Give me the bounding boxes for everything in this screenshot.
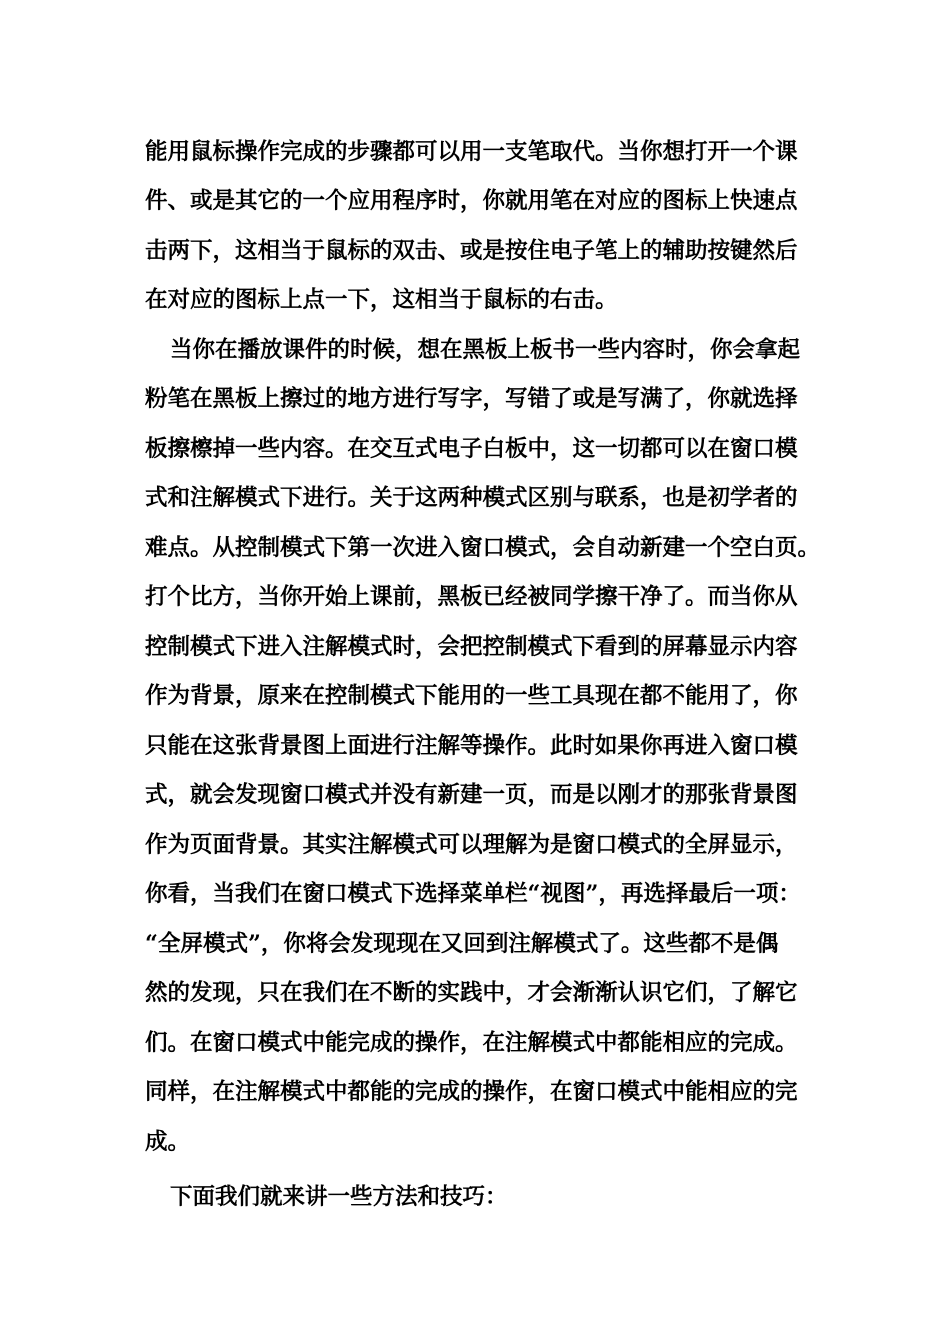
paragraph-2-line-12: 你看，当我们在窗口模式下选择菜单栏“视图”，再选择最后一项： [145,881,801,907]
paragraph-1-line-4: 在对应的图标上点一下，这相当于鼠标的右击。 [145,287,618,313]
paragraph-2-line-15: 们。在窗口模式中能完成的操作，在注解模式中都能相应的完成。 [145,1030,798,1056]
paragraph-2-line-16: 同样，在注解模式中都能的完成的操作，在窗口模式中能相应的完 [145,1079,798,1105]
paragraph-2-line-6: 打个比方，当你开始上课前，黑板已经被同学擦干净了。而当你从 [145,584,798,610]
paragraph-2-line-14: 然的发现，只在我们在不断的实践中，才会渐渐认识它们，了解它 [145,980,798,1006]
paragraph-2-line-8: 作为背景，原来在控制模式下能用的一些工具现在都不能用了，你 [145,683,798,709]
paragraph-2-line-3: 板擦檫掉一些内容。在交互式电子白板中，这一切都可以在窗口模 [145,436,798,462]
paragraph-2-line-4: 式和注解模式下进行。关于这两种模式区别与联系，也是初学者的 [145,485,798,511]
paragraph-1-line-3: 击两下，这相当于鼠标的双击、或是按住电子笔上的辅助按键然后 [145,238,798,264]
paragraph-2-line-5: 难点。从控制模式下第一次进入窗口模式，会自动新建一个空白页。 [145,535,821,561]
paragraph-2-line-17: 成。 [145,1129,191,1155]
paragraph-2-line-10: 式，就会发现窗口模式并没有新建一页，而是以刚才的那张背景图 [145,782,798,808]
paragraph-1-line-1: 能用鼠标操作完成的步骤都可以用一支笔取代。当你想打开一个课 [145,139,798,165]
paragraph-2-line-13: “全屏模式”，你将会发现现在又回到注解模式了。这些都不是偶 [145,931,779,957]
paragraph-2-line-2: 粉笔在黑板上擦过的地方进行写字，写错了或是写满了，你就选择 [145,386,798,412]
paragraph-2-line-7: 控制模式下进入注解模式时，会把控制模式下看到的屏幕显示内容 [145,634,798,660]
paragraph-2-line-9: 只能在这张背景图上面进行注解等操作。此时如果你再进入窗口模 [145,733,798,759]
paragraph-1-line-2: 件、或是其它的一个应用程序时，你就用笔在对应的图标上快速点 [145,188,798,214]
paragraph-2-line-11: 作为页面背景。其实注解模式可以理解为是窗口模式的全屏显示， [145,832,798,858]
paragraph-2-line-1: 当你在播放课件的时候，想在黑板上板书一些内容时，你会拿起 [170,337,801,363]
paragraph-3-line-1: 下面我们就来讲一些方法和技巧： [170,1184,508,1210]
